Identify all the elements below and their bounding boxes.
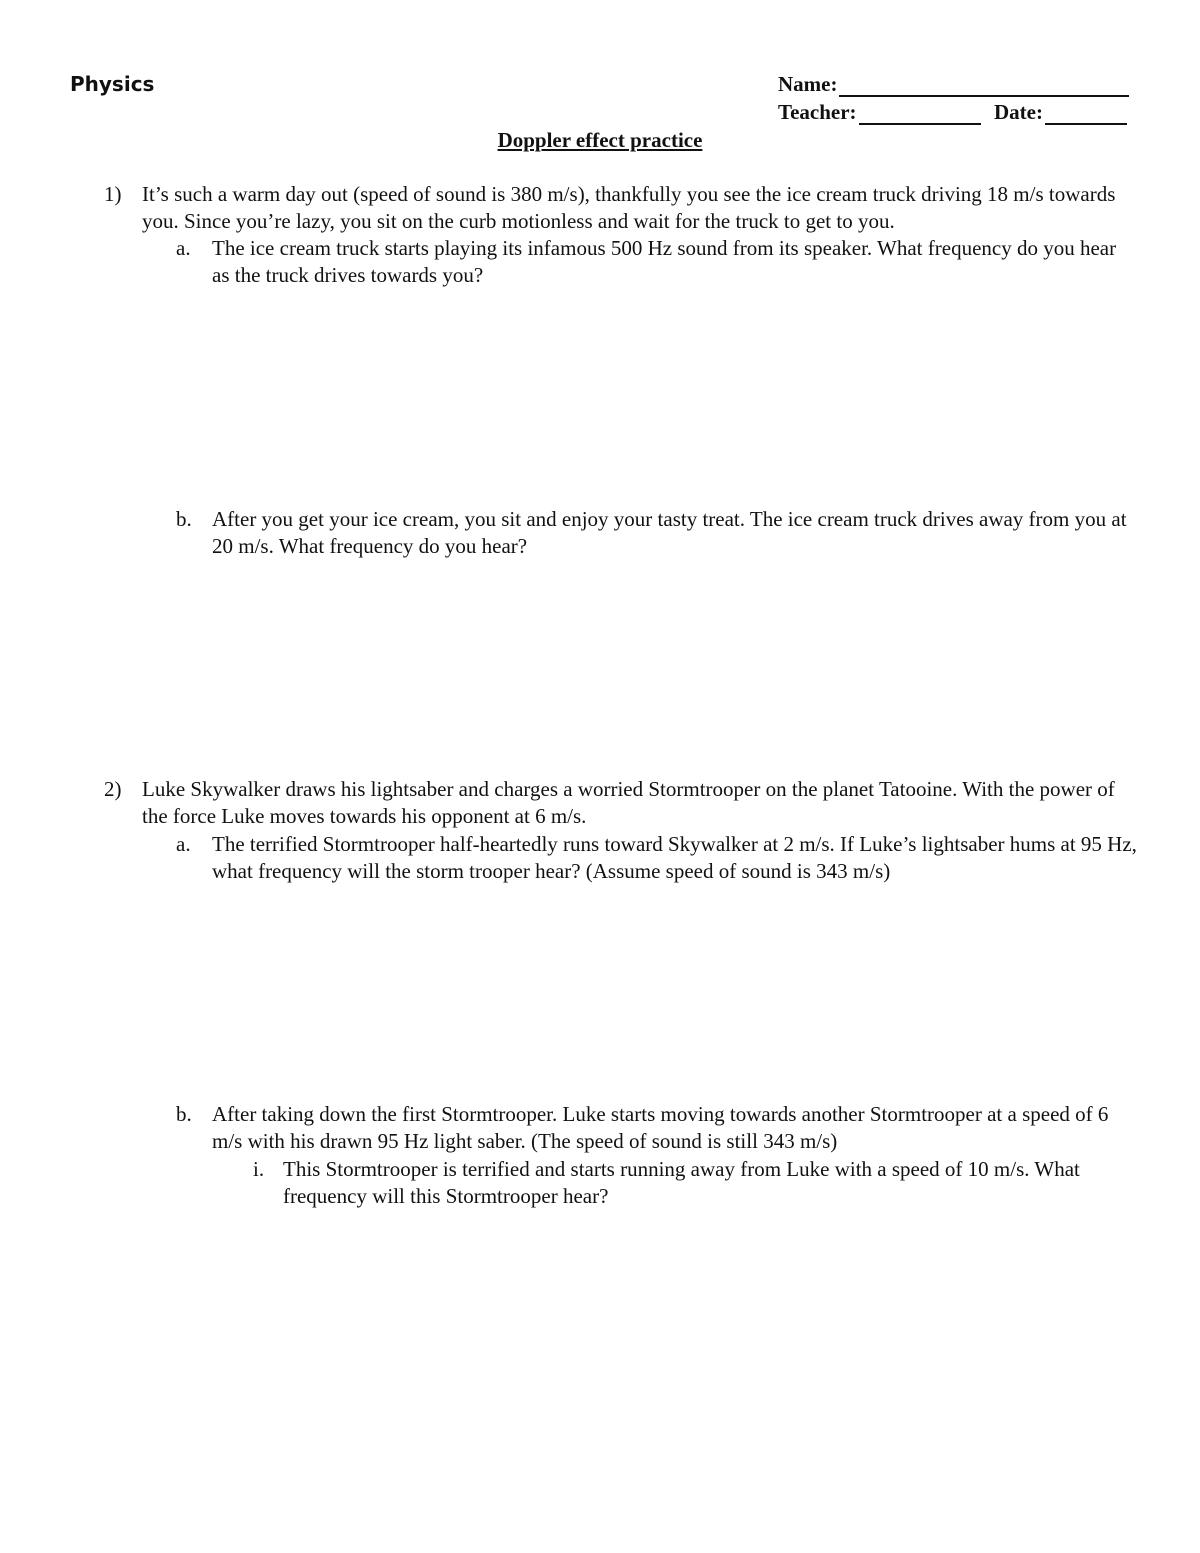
part-label: a. xyxy=(176,832,191,856)
question-2-part-a xyxy=(176,831,1137,885)
name-field xyxy=(778,72,1129,97)
date-label: Date: xyxy=(994,100,1043,124)
subpart-text: This Stormtrooper is terrified and starts running away from Luke with a speed of 10 m/s. What frequency will this Stormtrooper hear? xyxy=(283,1157,1080,1208)
question-number: 1) xyxy=(104,182,122,206)
question-1-part-b xyxy=(176,506,1132,560)
question-1-part-a xyxy=(176,235,1122,289)
teacher-blank-line xyxy=(859,103,981,125)
date-blank-line xyxy=(1045,103,1127,125)
question-text: Luke Skywalker draws his lightsaber and charges a worried Stormtrooper on the planet Tatooine. With the power of the force Luke moves towards his opponent at 6 m/s. xyxy=(142,777,1115,828)
question-2 xyxy=(104,776,1127,830)
question-1 xyxy=(104,181,1127,235)
name-label: Name: xyxy=(778,72,838,96)
question-2-part-b-subpart-i xyxy=(253,1156,1133,1210)
part-text: After you get your ice cream, you sit and enjoy your tasty treat. The ice cream truck drives away from you at 20 m/s. What frequency do you hear? xyxy=(212,507,1127,558)
date-field xyxy=(994,100,1127,125)
part-text: The terrified Stormtrooper half-heartedly runs toward Skywalker at 2 m/s. If Luke’s lightsaber hums at 95 Hz, what frequency will the storm trooper hear? (Assume speed of sound is 343 m/s) xyxy=(212,832,1137,883)
teacher-label: Teacher: xyxy=(778,100,857,124)
part-label: a. xyxy=(176,236,191,260)
part-label: b. xyxy=(176,507,192,531)
question-text: It’s such a warm day out (speed of sound is 380 m/s), thankfully you see the ice cream truck driving 18 m/s towards you. Since you’re lazy, you sit on the curb motionless and wait for the truck to get to you. xyxy=(142,182,1116,233)
subject-label: Physics xyxy=(70,72,155,96)
part-text: After taking down the first Stormtrooper. Luke starts moving towards another Stormtrooper at a speed of 6 m/s with his drawn 95 Hz light saber. (The speed of sound is still 343 m/s) xyxy=(212,1102,1109,1153)
part-label: b. xyxy=(176,1102,192,1126)
part-text: The ice cream truck starts playing its infamous 500 Hz sound from its speaker. What frequency do you hear as the truck drives towards you? xyxy=(212,236,1117,287)
name-blank-line xyxy=(839,75,1129,97)
subpart-label: i. xyxy=(253,1157,265,1181)
question-2-part-b xyxy=(176,1101,1132,1155)
teacher-field xyxy=(778,100,981,125)
question-number: 2) xyxy=(104,777,122,801)
worksheet-title: Doppler effect practice xyxy=(497,128,703,152)
